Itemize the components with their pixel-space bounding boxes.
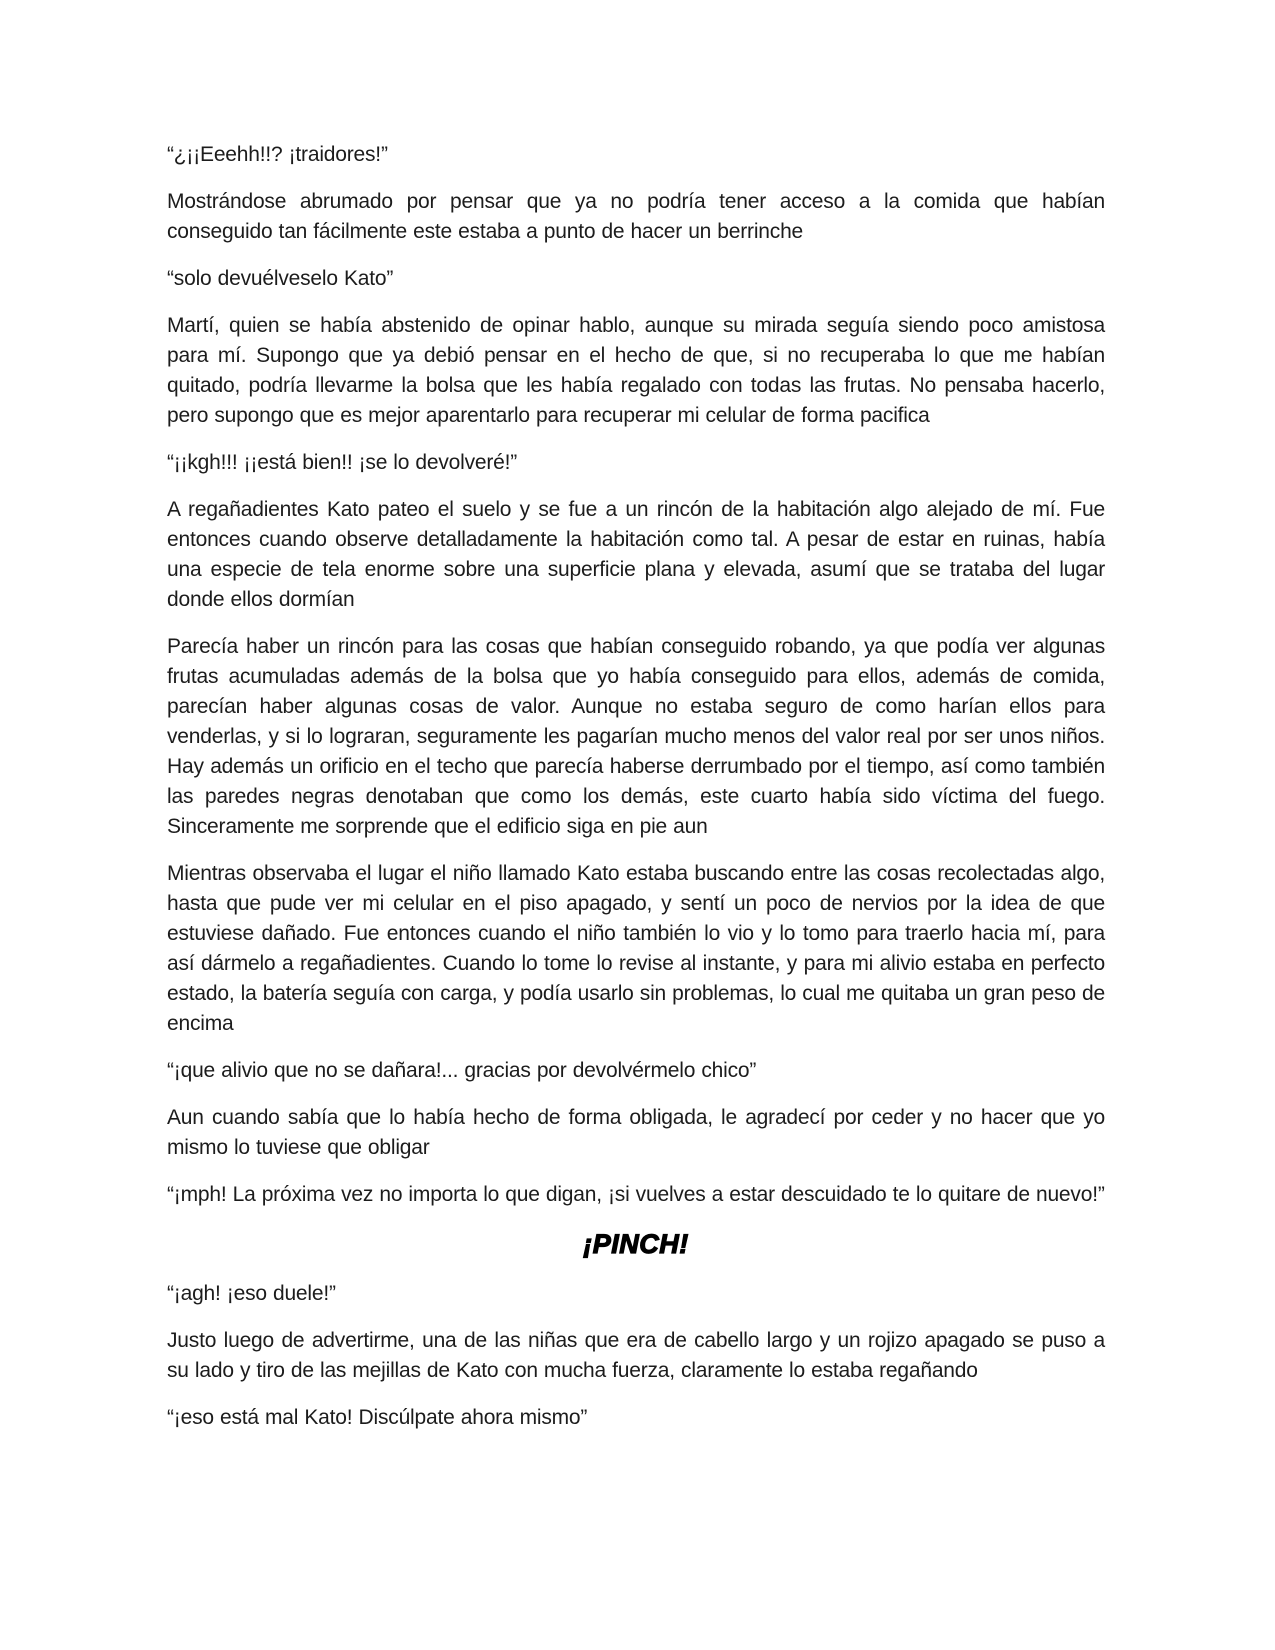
dialogue-line-traidores: “¿¡¡Eeehh!!? ¡traidores!” [167,143,388,166]
narration-celular: Mientras observaba el lugar el niño llamado Kato estaba buscando entre las cosas recolectadas algo, hasta que pude ver mi celular en el piso apagado, y sentí un poco de nervios por la idea de que estuviese dañado. Fue entonces cuando el niño también lo vio y lo tomo para traerlo hacia mí, para así dármelo a regañadientes. Cuando lo tome lo revise al instante, y para mi alivio estaba en perfecto estado, la batería seguía con carga, y podía usarlo sin problemas, lo cual me quitaba un gran peso de encima [167,862,1105,1035]
narration-berrinche: Mostrándose abrumado por pensar que ya no podría tener acceso a la comida que habían conseguido tan fácilmente este estaba a punto de hacer un berrinche [167,190,1105,243]
dialogue-line-alivio: “¡que alivio que no se dañara!... gracias por devolvérmelo chico” [167,1059,757,1082]
sfx-heading-pinch: ¡PINCH! [583,1229,689,1259]
narration-marti: Martí, quien se había abstenido de opinar hablo, aunque su mirada seguía siendo poco amistosa para mí. Supongo que ya debió pensar en el hecho de que, si no recuperaba lo que me habían quitado, podría llevarme la bolsa que les había regalado con todas las frutas. No pensaba hacerlo, pero supongo que es mejor aparentarlo para recuperar mi celular de forma pacifica [167,314,1105,427]
dialogue-line-devuelveselo: “solo devuélveselo Kato” [167,267,394,290]
dialogue-line-disculpate: “¡eso está mal Kato! Discúlpate ahora mismo” [167,1406,588,1429]
narration-regañando: Justo luego de advertirme, una de las niñas que era de cabello largo y un rojizo apagado se puso a su lado y tiro de las mejillas de Kato con mucha fuerza, claramente lo estaba regañando [167,1329,1105,1382]
dialogue-line-kgh: “¡¡kgh!!! ¡¡está bien!! ¡se lo devolveré!” [167,451,518,474]
narration-rincon-cosas: Parecía haber un rincón para las cosas que habían conseguido robando, ya que podía ver algunas frutas acumuladas además de la bolsa que yo había conseguido para ellos, además de comida, parecían haber algunas cosas de valor. Aunque no estaba seguro de como harían ellos para venderlas, y si lo lograran, seguramente les pagarían mucho menos del valor real por ser unos niños. Hay además un orificio en el techo que parecía haberse derrumbado por el tiempo, así como también las paredes negras denotaban que como los demás, este cuarto había sido víctima del fuego. Sinceramente me sorprende que el edificio siga en pie aun [167,635,1105,838]
dialogue-line-agh: “¡agh! ¡eso duele!” [167,1282,336,1305]
narration-habitacion: A regañadientes Kato pateo el suelo y se fue a un rincón de la habitación algo alejado de mí. Fue entonces cuando observe detalladamente la habitación como tal. A pesar de estar en ruinas, había una especie de tela enorme sobre una superficie plana y elevada, asumí que se trataba del lugar donde ellos dormían [167,498,1105,611]
narration-agradecimiento: Aun cuando sabía que lo había hecho de forma obligada, le agradecí por ceder y no hacer que yo mismo lo tuviese que obligar [167,1106,1105,1159]
dialogue-line-mph: “¡mph! La próxima vez no importa lo que digan, ¡si vuelves a estar descuidado te lo quitare de nuevo!” [167,1183,1105,1206]
